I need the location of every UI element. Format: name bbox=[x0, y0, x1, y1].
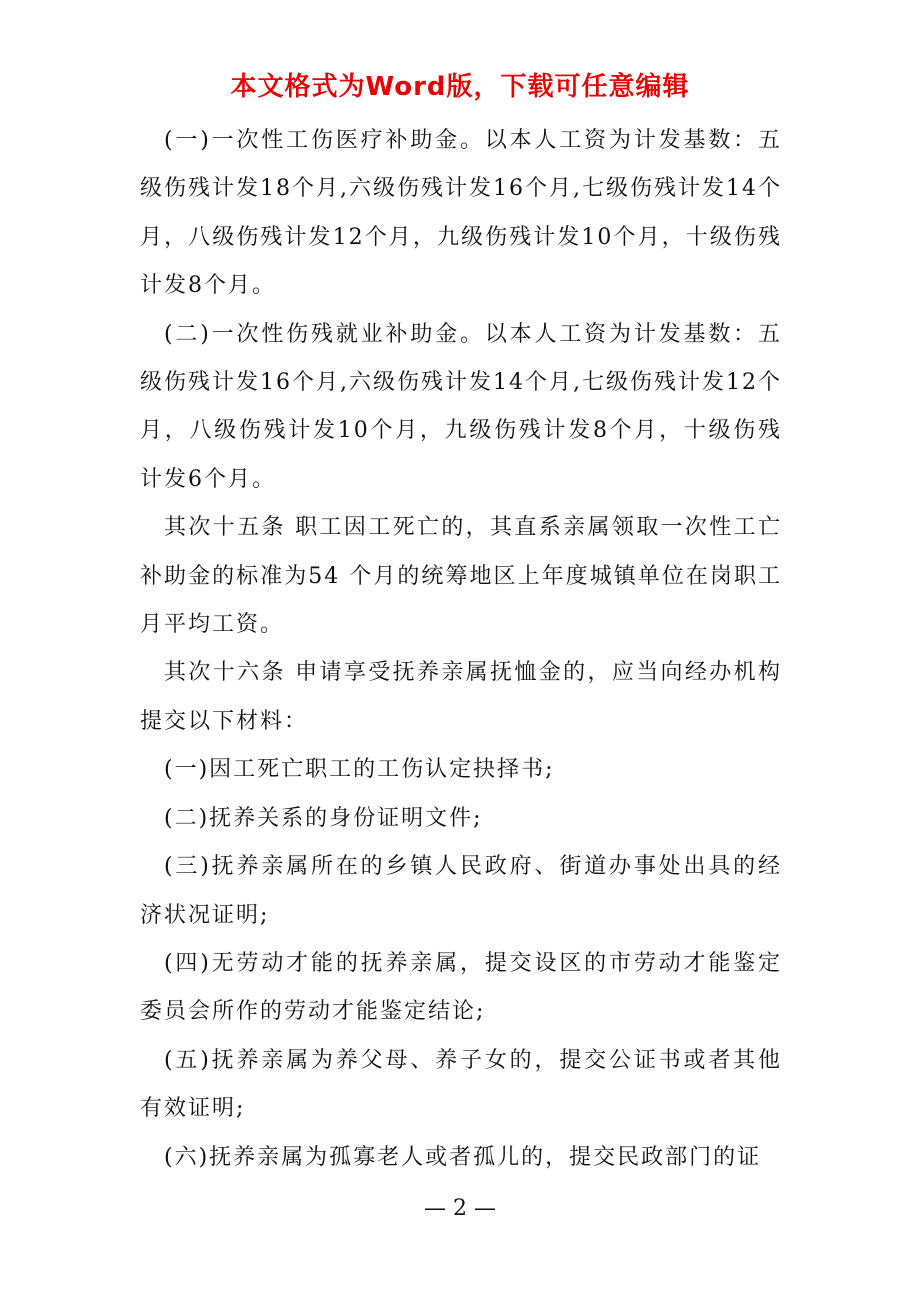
page-number: — 2 — bbox=[424, 1196, 496, 1221]
download-banner: 本文格式为Word版，下载可任意编辑 bbox=[230, 72, 690, 102]
paragraph-medical-subsidy: (一)一次性工伤医疗补助金。以本人工资为计发基数：五级伤残计发18个月,六级伤残计发16个月,七级伤残计发14个月，八级伤残计发12个月，九级伤残计发10个月，十级伤残计发8个月。 bbox=[140, 128, 782, 299]
list-item-4: (四)无劳动才能的抚养亲属，提交设区的市劳动才能鉴定委员会所作的劳动才能鉴定结论; bbox=[140, 950, 782, 1025]
list-item-5: (五)抚养亲属为养父母、养子女的，提交公证书或者其他有效证明; bbox=[140, 1047, 782, 1122]
list-item-3: (三)抚养亲属所在的乡镇人民政府、街道办事处出具的经济状况证明; bbox=[140, 854, 782, 928]
list-item-6: (六)抚养亲属为孤寡老人或者孤儿的，提交民政部门的证 bbox=[164, 1144, 762, 1170]
paragraph-article-25: 其次十五条 职工因工死亡的，其直系亲属领取一次性工亡补助金的标准为54 个月的统筹地区上年度城镇单位在岗职工月平均工资。 bbox=[140, 515, 782, 638]
paragraph-article-26: 其次十六条 申请享受抚养亲属抚恤金的，应当向经办机构提交以下材料： bbox=[140, 660, 782, 734]
list-item-1: (一)因工死亡职工的工伤认定抉择书; bbox=[164, 757, 555, 783]
paragraph-employment-subsidy: (二)一次性伤残就业补助金。以本人工资为计发基数：五级伤残计发16个月,六级伤残计发14个月,七级伤残计发12个月，八级伤残计发10个月，九级伤残计发8个月，十级伤残计发6个月。 bbox=[140, 321, 782, 492]
document-body bbox=[140, 117, 782, 1182]
list-item-2: (二)抚养关系的身份证明文件; bbox=[164, 805, 483, 831]
